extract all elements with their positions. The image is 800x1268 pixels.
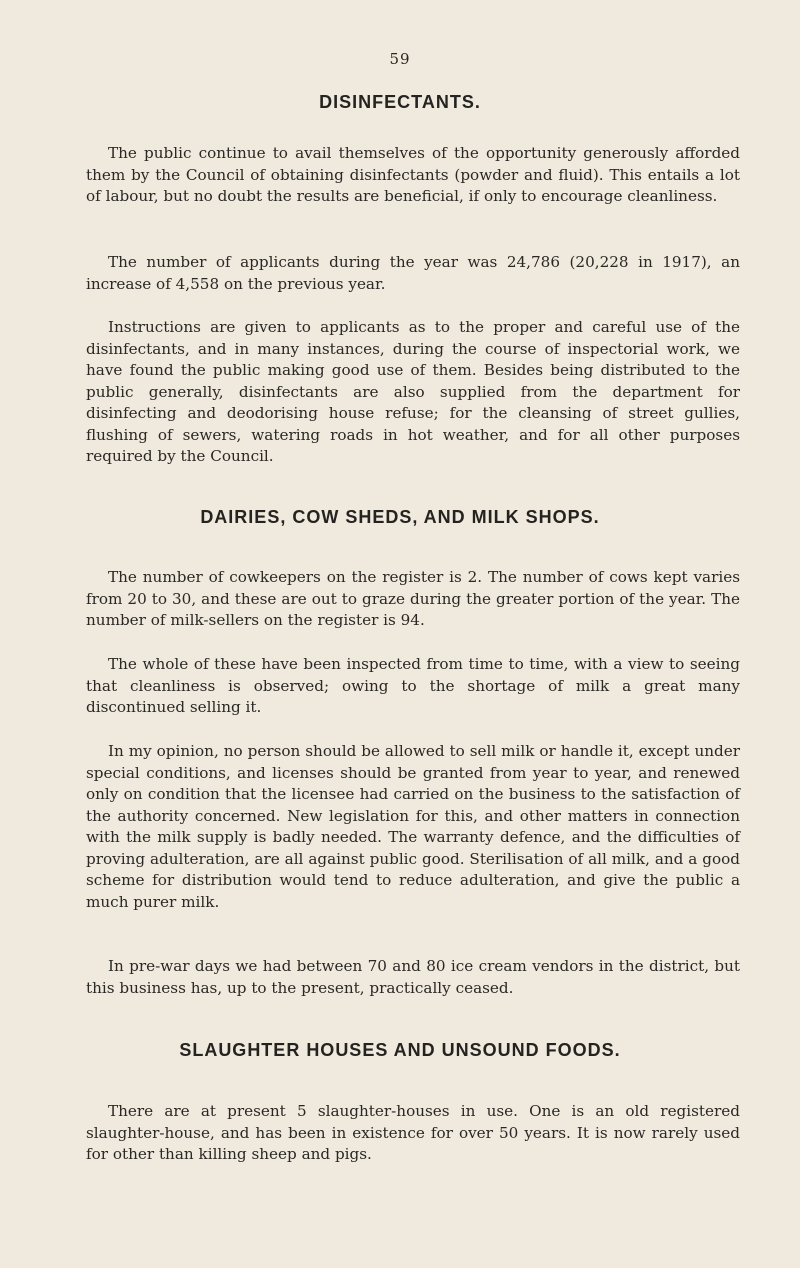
section-heading-dairies: DAIRIES, COW SHEDS, AND MILK SHOPS. xyxy=(200,507,600,527)
paragraph: The whole of these have been inspected from time to time, with a view to seeing that cleanliness is observed; owing to the shortage of milk a great many discontinued selling it. xyxy=(86,655,740,716)
paragraph: The number of cowkeepers on the register is 2. The number of cows kept varies from 20 to 30, and these are out to graze during the greater portion of the year. The number of milk-sellers on the register is 94. xyxy=(86,568,740,629)
paragraph: There are at present 5 slaughter-houses in use. One is an old registered slaughter-house, and has been in existence for over 50 years. It is now rarely used for other than killing sheep and pigs. xyxy=(86,1102,740,1163)
paragraph: The number of applicants during the year was 24,786 (20,228 in 1917), an increase of 4,558 on the previous year. xyxy=(86,253,740,293)
paragraph: Instructions are given to applicants as to the proper and careful use of the disinfectants, and in many instances, during the course of inspectorial work, we have found the public making good use of them. Besides being distributed to the public generally, disinfectants are also supplied from the department for disinfecting and deodorising house refuse; for the cleansing of street gullies, flushing of sewers, watering roads in hot weather, and for all other purposes required by the Council. xyxy=(86,318,740,465)
section-heading-disinfectants: DISINFECTANTS. xyxy=(319,92,481,112)
paragraph: In my opinion, no person should be allowed to sell milk or handle it, except under special conditions, and licenses should be granted from year to year, and renewed only on condition that the licensee had carried on the business to the satisfaction of the authority concerned. New legislation for this, and other matters in connection with the milk supply is badly needed. The warranty defence, and the difficulties of proving adulteration, are all against public good. Sterilisation of all milk, and a good scheme for distribution would tend to reduce adulteration, and give the public a much purer milk. xyxy=(86,742,740,911)
page-number: 59 xyxy=(389,50,411,68)
section-heading-slaughter-houses: SLAUGHTER HOUSES AND UNSOUND FOODS. xyxy=(179,1040,621,1060)
paragraph: The public continue to avail themselves of the opportunity generously afforded them by the Council of obtaining disinfectants (powder and fluid). This entails a lot of labour, but no doubt the results are beneficial, if only to encourage cleanliness. xyxy=(86,144,740,205)
paragraph: In pre-war days we had between 70 and 80 ice cream vendors in the district, but this business has, up to the present, practically ceased. xyxy=(86,957,740,997)
